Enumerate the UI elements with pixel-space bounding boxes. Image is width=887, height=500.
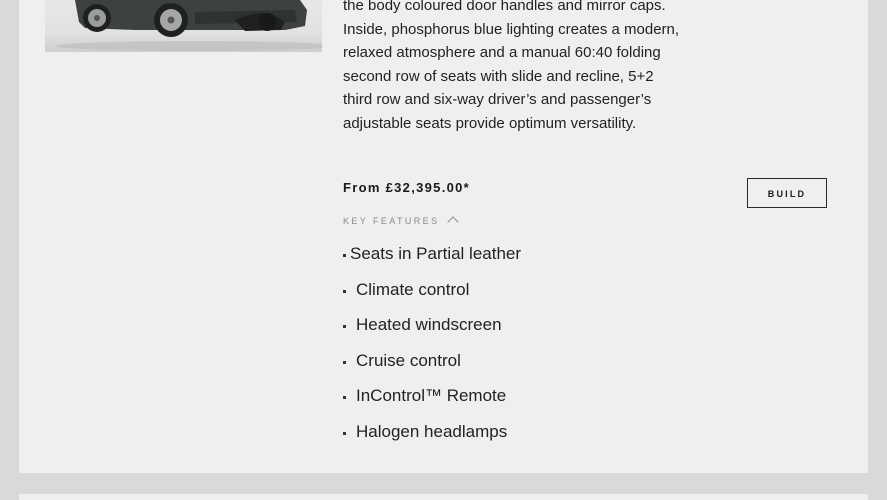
car-illustration: [45, 0, 322, 52]
bullet-icon: [343, 361, 346, 364]
key-features-list: [343, 244, 521, 457]
bullet-icon: [343, 432, 346, 435]
feature-label: Halogen headlamps: [356, 421, 508, 441]
feature-item: [343, 280, 521, 316]
bullet-icon: [343, 325, 346, 328]
feature-label: Climate control: [356, 279, 470, 299]
feature-item: [343, 386, 521, 422]
vehicle-card: [19, 0, 868, 473]
feature-label: Heated windscreen: [356, 315, 502, 334]
bullet-icon: [343, 396, 346, 399]
build-button[interactable]: BUILD: [747, 178, 827, 208]
car-image: [45, 0, 322, 52]
feature-label: Cruise control: [356, 350, 461, 370]
feature-label: InControl™ Remote: [356, 386, 507, 405]
bullet-icon: [343, 290, 346, 293]
chevron-up-icon: [447, 216, 458, 227]
key-features-label: KEY FEATURES: [343, 215, 440, 226]
feature-label: Seats in Partial leather: [350, 244, 522, 263]
vehicle-description: the body coloured door handles and mirror caps. Inside, phosphorus blue lighting creates a modern, relaxed atmosphere and a manual 60:40 folding second row of seats with slide and recline, 5+2 third row and six-way driver’s and passenger’s adjustable seats provide optimum versatility.: [343, 0, 680, 132]
feature-item: [343, 244, 521, 280]
feature-item: [343, 315, 521, 351]
bullet-icon: [343, 254, 346, 257]
price-label: From £32,395.00*: [343, 180, 471, 195]
key-features-toggle[interactable]: [343, 215, 457, 226]
feature-item: [343, 351, 521, 387]
next-card-edge: [19, 494, 868, 500]
feature-item: [343, 422, 521, 458]
